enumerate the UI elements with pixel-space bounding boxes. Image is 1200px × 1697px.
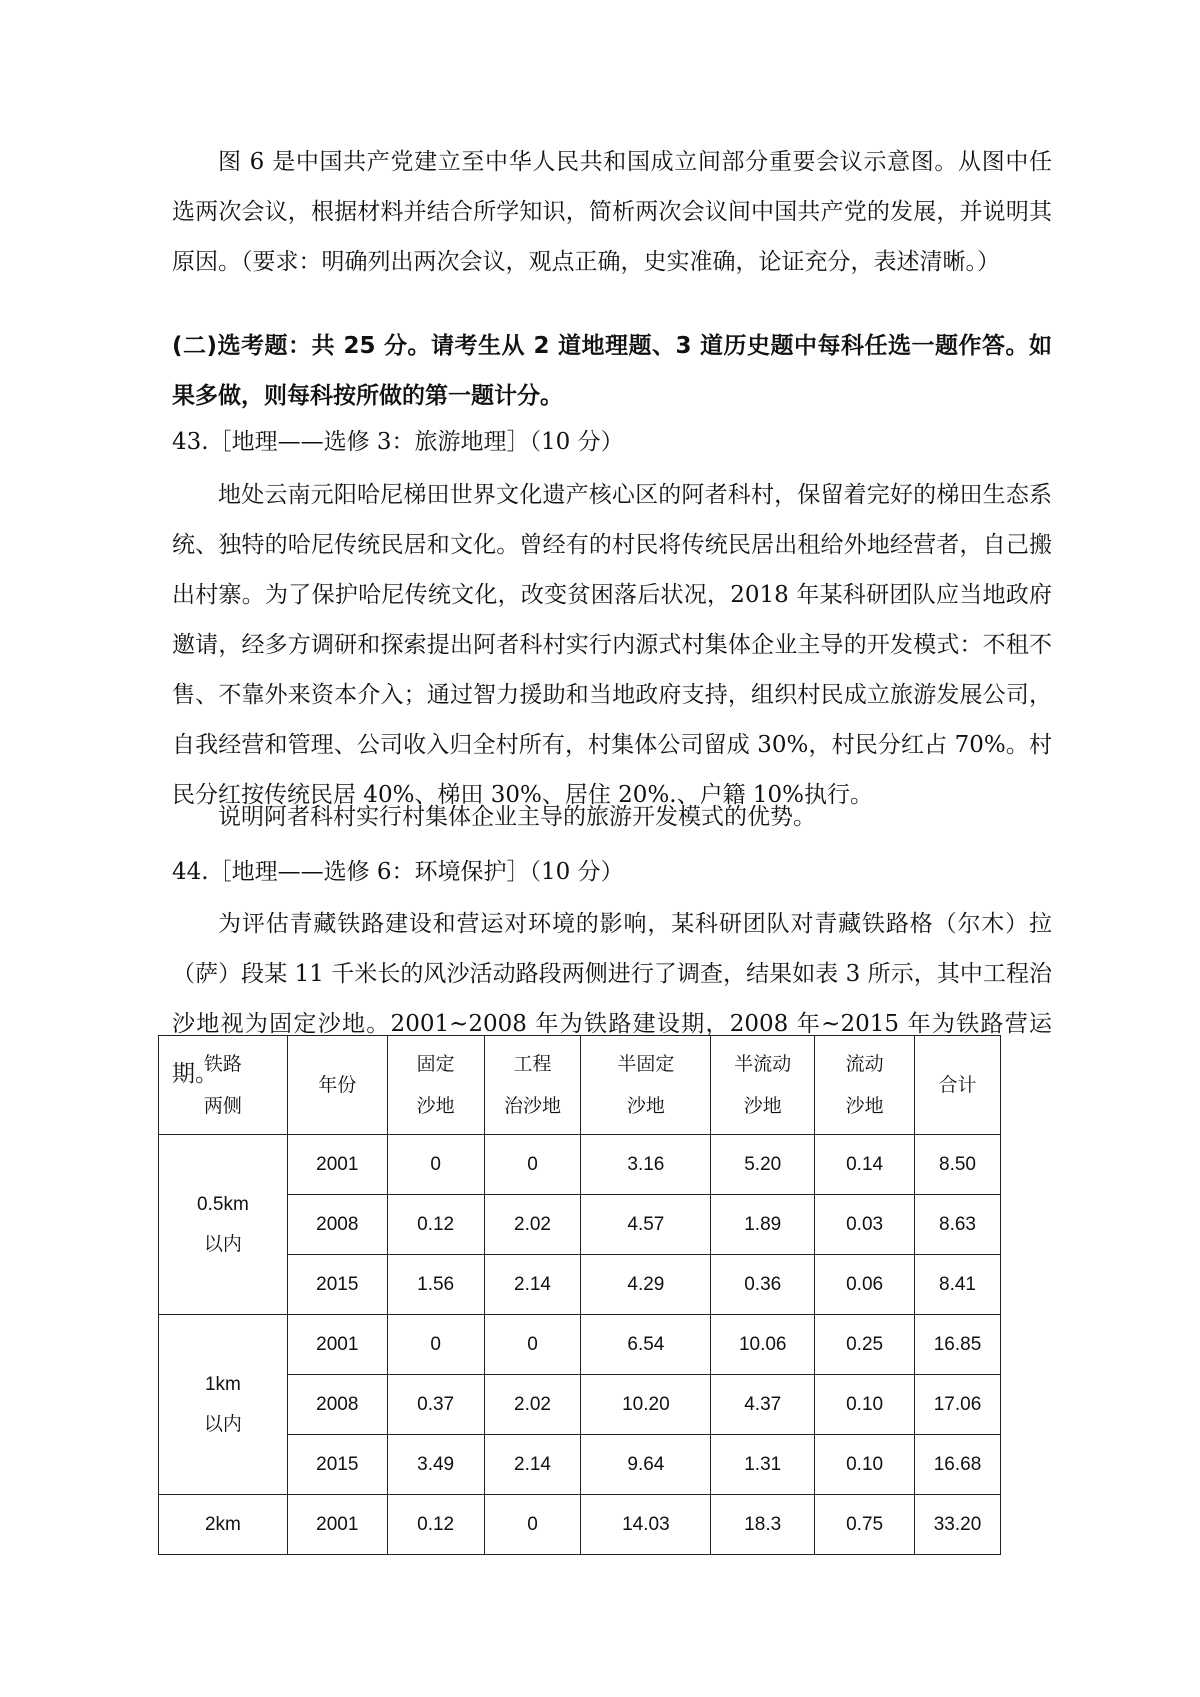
q44-title: 44.［地理——选修 6：环境保护］（10 分） (172, 859, 624, 885)
table-header-text: 沙地 (845, 1095, 884, 1117)
year-cell: 2015 (287, 1255, 387, 1315)
value-cell: 4.29 (581, 1255, 711, 1315)
year-cell: 2008 (287, 1195, 387, 1255)
value-cell: 6.54 (581, 1315, 711, 1375)
table-header-cell (159, 1036, 288, 1135)
table-header-text: 治沙地 (504, 1095, 562, 1117)
table-body (159, 1135, 1001, 1555)
table-header-cell (581, 1036, 711, 1135)
value-cell: 0 (387, 1315, 484, 1375)
table-header-text: 工程 (513, 1053, 552, 1075)
value-cell: 17.06 (915, 1375, 1001, 1435)
value-cell: 1.31 (711, 1435, 815, 1495)
value-cell: 2.02 (484, 1195, 581, 1255)
q43-body: 地处云南元阳哈尼梯田世界文化遗产核心区的阿者科村，保留着完好的梯田生态系统、独特的哈尼传统民居和文化。曾经有的村民将传统民居出租给外地经营者，自己搬出村寨。为了保护哈尼传统文化，改变贫困落后状况，2018 年某科研团队应当地政府邀请，经多方调研和探索提出阿者科村实行内源式村集体企业主导的开发模式：不租不售、不靠外来资本介入；通过智力援助和当地政府支持，组织村民成立旅游发展公司，自我经营和管理、公司收入归全村所有，村集体公司留成 30%，村民分红占 70%。村民分红按传统民居 40%、梯田 30%、居住 20%.、户籍 10%执行。 (172, 482, 1052, 808)
value-cell: 33.20 (915, 1495, 1001, 1555)
table-row (159, 1315, 1001, 1375)
group-label-cell (159, 1135, 288, 1315)
sand-land-table (158, 1035, 1001, 1555)
table-header-text: 固定 (416, 1053, 455, 1075)
table-header-cell (815, 1036, 915, 1135)
table-header-text: 年份 (318, 1074, 357, 1096)
value-cell: 8.50 (915, 1135, 1001, 1195)
value-cell: 14.03 (581, 1495, 711, 1555)
table-header-text: 沙地 (743, 1095, 782, 1117)
table-header-cell (287, 1036, 387, 1135)
group-label-cell (159, 1495, 288, 1555)
table-header-text: 流动 (845, 1053, 884, 1075)
value-cell: 0.03 (815, 1195, 915, 1255)
group-label-text: 1km (204, 1373, 241, 1395)
value-cell: 18.3 (711, 1495, 815, 1555)
table-header-text: 沙地 (416, 1095, 455, 1117)
value-cell: 2.14 (484, 1435, 581, 1495)
table-header-text: 合计 (938, 1074, 977, 1096)
table-header-text: 铁路 (203, 1053, 242, 1075)
value-cell: 0.10 (815, 1435, 915, 1495)
table-header-cell (915, 1036, 1001, 1135)
year-cell: 2001 (287, 1495, 387, 1555)
value-cell: 0.10 (815, 1375, 915, 1435)
value-cell: 0.36 (711, 1255, 815, 1315)
table-header-cell (387, 1036, 484, 1135)
value-cell: 5.20 (711, 1135, 815, 1195)
table-header-text: 两侧 (203, 1095, 242, 1117)
value-cell: 1.89 (711, 1195, 815, 1255)
value-cell: 0.37 (387, 1375, 484, 1435)
value-cell: 0 (484, 1135, 581, 1195)
section-heading: (二)选考题：共 25 分。请考生从 2 道地理题、3 道历史题中每科任选一题作答。如果多做，则每科按所做的第一题计分。 (172, 333, 1052, 409)
intro-paragraph: 图 6 是中国共产党建立至中华人民共和国成立间部分重要会议示意图。从图中任选两次会议，根据材料并结合所学知识，简析两次会议间中国共产党的发展，并说明其原因。（要求：明确列出两次会议，观点正确，史实准确，论证充分，表述清晰。） (172, 149, 1052, 275)
value-cell: 0.25 (815, 1315, 915, 1375)
value-cell: 4.37 (711, 1375, 815, 1435)
value-cell: 0 (484, 1495, 581, 1555)
value-cell: 10.20 (581, 1375, 711, 1435)
table-header-cell (484, 1036, 581, 1135)
group-label-text: 以内 (203, 1413, 242, 1435)
table-row (159, 1495, 1001, 1555)
table-header-row (159, 1036, 1001, 1135)
q43-question: 说明阿者科村实行村集体企业主导的旅游开发模式的优势。 (218, 804, 816, 830)
year-cell: 2015 (287, 1435, 387, 1495)
value-cell: 2.14 (484, 1255, 581, 1315)
value-cell: 3.16 (581, 1135, 711, 1195)
value-cell: 0 (484, 1315, 581, 1375)
value-cell: 10.06 (711, 1315, 815, 1375)
value-cell: 0 (387, 1135, 484, 1195)
table-row (159, 1135, 1001, 1195)
value-cell: 16.85 (915, 1315, 1001, 1375)
group-label-cell (159, 1315, 288, 1495)
table-header-text: 半固定 (617, 1053, 675, 1075)
table-header-text: 沙地 (626, 1095, 665, 1117)
value-cell: 1.56 (387, 1255, 484, 1315)
value-cell: 8.63 (915, 1195, 1001, 1255)
table-header-text: 半流动 (734, 1053, 792, 1075)
q44-body: 为评估青藏铁路建设和营运对环境的影响，某科研团队对青藏铁路格（尔木）拉（萨）段某 11 千米长的风沙活动路段两侧进行了调查，结果如表 3 所示，其中工程治沙地视为固定沙地。2001~2008 年为铁路建设期，2008 年~2015 年为铁路营运期。 (172, 911, 1052, 1087)
value-cell: 2.02 (484, 1375, 581, 1435)
group-label-text: 2km (204, 1513, 241, 1535)
year-cell: 2001 (287, 1135, 387, 1195)
year-cell: 2008 (287, 1375, 387, 1435)
value-cell: 0.14 (815, 1135, 915, 1195)
value-cell: 8.41 (915, 1255, 1001, 1315)
value-cell: 0.06 (815, 1255, 915, 1315)
value-cell: 0.12 (387, 1495, 484, 1555)
value-cell: 0.75 (815, 1495, 915, 1555)
value-cell: 9.64 (581, 1435, 711, 1495)
group-label-text: 以内 (203, 1233, 242, 1255)
q43-title: 43.［地理——选修 3：旅游地理］（10 分） (172, 429, 624, 455)
value-cell: 4.57 (581, 1195, 711, 1255)
value-cell: 16.68 (915, 1435, 1001, 1495)
group-label-text: 0.5km (197, 1193, 249, 1215)
table-header-cell (711, 1036, 815, 1135)
value-cell: 0.12 (387, 1195, 484, 1255)
value-cell: 3.49 (387, 1435, 484, 1495)
year-cell: 2001 (287, 1315, 387, 1375)
